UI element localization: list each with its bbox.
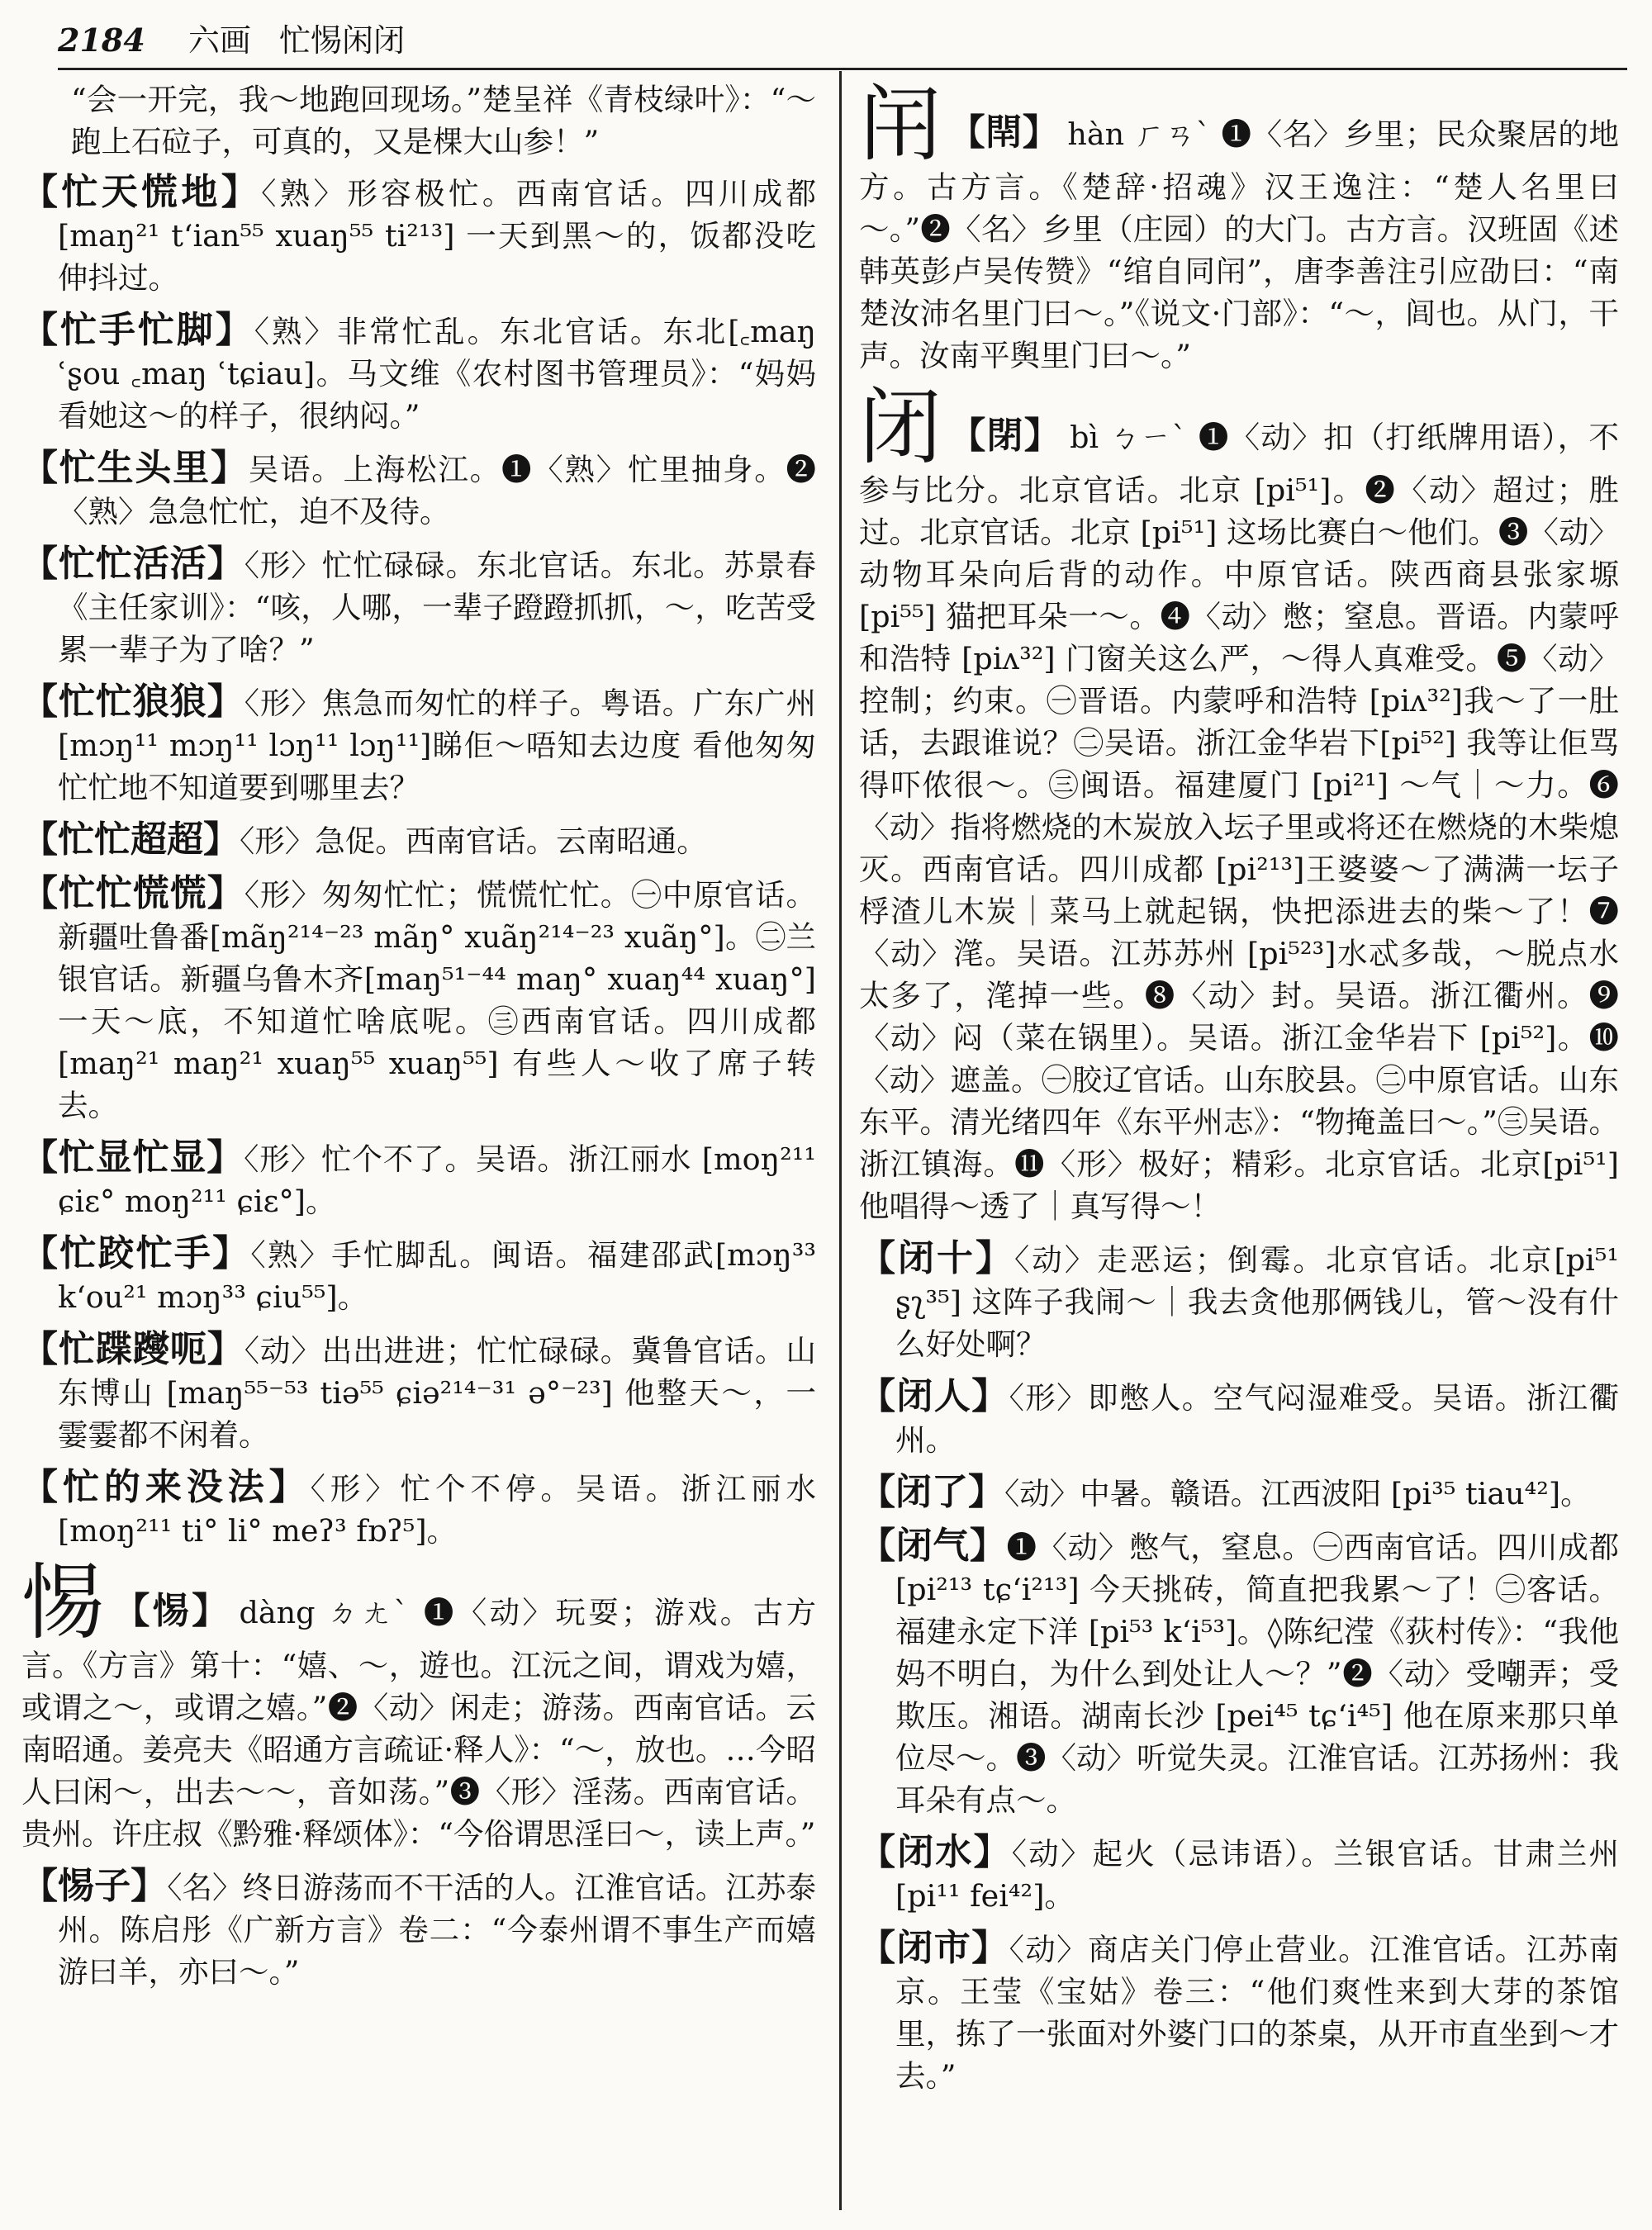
entry-headword: 【忙忙狼狼】 <box>21 681 244 723</box>
entry-definition: 〈形〉匆匆忙忙；慌慌忙忙。㊀中原官话。新疆吐鲁番[mãŋ²¹⁴⁻²³ mãŋ° xuãŋ²¹⁴⁻²³ xuãŋ°]。㊁兰银官话。新疆乌鲁木齐[maŋ⁵¹⁻⁴⁴ maŋ° xuaŋ⁴⁴ xuaŋ°] 一天～底，不知道忙啥底呢。㊂西南官话。四川成都 [maŋ²¹ maŋ²¹ xuaŋ⁵⁵ xuaŋ⁵⁵] 有些人～收了席子转去。 <box>58 877 816 1123</box>
page-chars: 忙惕闲闭 <box>278 22 405 59</box>
dictionary-entry <box>21 818 816 862</box>
char-head-bi <box>859 379 1619 1227</box>
dictionary-entry <box>21 543 816 671</box>
dictionary-entry <box>859 1525 1619 1821</box>
entry-definition: 〈形〉即憋人。空气闷湿难受。吴语。浙江衢州。 <box>895 1380 1619 1458</box>
dictionary-entry <box>21 681 816 809</box>
entry-headword: 【忙手忙脚】 <box>21 309 254 351</box>
entry-definition: 〈形〉忙忙碌碌。东北官话。东北。苏景春《主任家训》：“咳，人哪，一辈子蹬蹬抓抓，～，吃苦受累一辈子为了啥？” <box>58 548 816 667</box>
dictionary-entry <box>21 171 816 299</box>
entry-definition: 〈形〉忙个不了。吴语。浙江丽水 [moŋ²¹¹ ɕiɛ° moŋ²¹¹ ɕiɛ°]。 <box>58 1141 816 1219</box>
char-trad: 【閉】 <box>949 415 1062 457</box>
dictionary-entry <box>21 872 816 1127</box>
dictionary-entry <box>21 1328 816 1456</box>
entry-definition: 〈形〉忙个不停。吴语。浙江丽水 [moŋ²¹¹ ti° li° meʔ³ fɒʔ⁵]。 <box>58 1471 816 1549</box>
entry-headword: 【忙生头里】 <box>21 447 249 489</box>
entry-definition: 〈动〉商店关门停止营业。江淮官话。江苏南京。王莹《宝姑》卷三：“他们爽性来到大芽的茶馆里，拣了一张面对外婆门口的茶桌，从开市直坐到～才去。” <box>895 1932 1619 2094</box>
entry-headword: 【忙蹀躞呃】 <box>21 1328 244 1370</box>
page-number: 2184 <box>58 21 145 59</box>
dictionary-entry <box>859 1831 1619 1917</box>
dictionary-entry <box>21 1136 816 1222</box>
dictionary-entry <box>859 1471 1619 1515</box>
entry-headword: 【惕子】 <box>21 1865 168 1907</box>
entry-definition: 〈名〉终日游荡而不干活的人。江淮官话。江苏泰州。陈启彤《广新方言》卷二：“今泰州谓不事生产而嬉游曰羊，亦曰～。” <box>58 1870 816 1990</box>
entry-definition: 〈熟〉非常忙乱。东北官话。东北[꜀maŋ ʿʂou ꜀maŋ ʿtɕiau]。马文维《农村图书管理员》：“妈妈看她这～的样子，很纳闷。” <box>58 314 816 434</box>
char-glyph: 闬 <box>859 78 942 173</box>
entry-headword: 【闭十】 <box>859 1237 1015 1279</box>
entry-headword: 【忙的来没法】 <box>21 1466 311 1508</box>
entry-headword: 【闭了】 <box>859 1471 1004 1513</box>
dictionary-entry <box>21 1466 816 1552</box>
entry-definition: 吴语。上海松江。❶〈熟〉忙里抽身。❷〈熟〉急急忙忙，迫不及待。 <box>58 452 816 529</box>
entry-definition: 〈动〉中暑。赣语。江西波阳 [pi³⁵ tiau⁴²]。 <box>1004 1476 1591 1511</box>
dictionary-entry <box>859 1375 1619 1461</box>
dictionary-entry <box>21 1865 816 1993</box>
char-trad: 【閈】 <box>948 112 1060 154</box>
entry-headword: 【忙忙慌慌】 <box>21 872 244 914</box>
entry-definition: 〈熟〉形容极忙。西南官话。四川成都[maŋ²¹ tʻian⁵⁵ xuaŋ⁵⁵ ti²¹³] 一天到黑～的，饭都没吃伸抖过。 <box>58 176 816 296</box>
entry-definition: 〈熟〉手忙脚乱。闽语。福建邵武[mɔŋ³³ kʻou²¹ mɔŋ³³ ɕiu⁵⁵]。 <box>58 1237 816 1315</box>
char-definition: dàng ㄉㄤˋ ❶〈动〉玩耍；游戏。古方言。《方言》第十：“嬉、～，遊也。江沅之间，谓戏为嬉，或谓之～，或谓之嬉。”❷〈动〉闲走；游荡。西南官话。云南昭通。姜亮夫《昭通方言疏证·释人》：“～，放也。…今昭人曰闲～，出去～～，音如荡。”❸〈形〉淫荡。西南官话。贵州。许庄叔《黔雅·释颂体》：“今俗谓思淫曰～，读上声。” <box>21 1595 816 1852</box>
char-head-han <box>859 78 1619 377</box>
continuation-text: “会一开完，我～地跑回现场。”楚呈祥《青枝绿叶》：“～跑上石砬子，可真的，又是棵大山参！” <box>71 82 816 159</box>
dictionary-entry <box>859 1237 1619 1365</box>
entry-definition: 〈动〉出出进进；忙忙碌碌。冀鲁官话。山东博山 [maŋ⁵⁵⁻⁵³ tiə⁵⁵ ɕiə²¹⁴⁻³¹ ə°⁻²³] 他整天～，一霎霎都不闲着。 <box>58 1333 816 1453</box>
entry-headword: 【闭人】 <box>859 1375 1009 1417</box>
dictionary-entry <box>21 309 816 437</box>
dictionary-entry <box>21 1232 816 1318</box>
entry-definition: 〈动〉起火（忌讳语）。兰银官话。甘肃兰州 [pi¹¹ fei⁴²]。 <box>895 1836 1619 1914</box>
left-column <box>21 78 816 2222</box>
entry-definition: 〈动〉走恶运；倒霉。北京官话。北京[pi⁵¹ ʂʅ³⁵] 这阵子我闹～｜我去贪他那俩钱儿，管～没有什么好处啊？ <box>895 1242 1619 1362</box>
entry-headword: 【闭水】 <box>859 1831 1012 1873</box>
column-divider <box>839 71 842 2210</box>
section-label: 六画 <box>188 22 251 59</box>
char-head-dang <box>21 1554 816 1855</box>
entry-definition: 〈形〉急促。西南官话。云南昭通。 <box>240 823 707 859</box>
entry-headword: 【忙忙超超】 <box>21 818 240 861</box>
dictionary-entry <box>21 447 816 533</box>
char-trad: 【惕】 <box>113 1590 231 1632</box>
page-header <box>58 15 1611 66</box>
header-rule <box>58 68 1627 70</box>
entry-headword: 【忙显忙显】 <box>21 1136 244 1179</box>
entry-headword: 【忙跤忙手】 <box>21 1232 251 1274</box>
char-glyph: 闭 <box>859 379 943 476</box>
char-definition: hàn ㄏㄢˋ ❶〈名〉乡里；民众聚居的地方。古方言。《楚辞·招魂》汉王逸注：“楚人名里曰～。”❷〈名〉乡里（庄园）的大门。古方言。汉班固《述韩英彭卢吴传赞》“绾自同闬”，唐李善注引应劭曰：“南楚汝沛名里门曰～。”《说文·门部》：“～，闾也。从门，干声。汝南平舆里门曰～。” <box>859 116 1619 373</box>
char-glyph: 惕 <box>21 1554 107 1651</box>
entry-headword: 【闭市】 <box>859 1927 1009 1969</box>
entry-headword: 【忙忙活活】 <box>21 543 244 585</box>
dictionary-entry <box>859 1927 1619 2097</box>
entry-definition: 〈形〉焦急而匆忙的样子。粤语。广东广州 [mɔŋ¹¹ mɔŋ¹¹ lɔŋ¹¹ lɔŋ¹¹]睇佢～唔知去边度 看他匆匆忙忙地不知道要到哪里去？ <box>58 686 816 805</box>
entry-headword: 【忙天慌地】 <box>21 171 262 213</box>
entry-headword: 【闭气】 <box>859 1525 1007 1567</box>
right-column <box>859 78 1619 2222</box>
char-definition: bì ㄅㄧˋ ❶〈动〉扣（打纸牌用语），不参与比分。北京官话。北京 [pi⁵¹]。❷〈动〉超过；胜过。北京官话。北京 [pi⁵¹] 这场比赛白～他们。❸〈动〉动物耳朵向后背的动作。中原官话。陕西商县张家塬 [pi⁵⁵] 猫把耳朵一～。❹〈动〉憋；窒息。晋语。内蒙呼和浩特 [piʌ³²] 门窗关这么严，～得人真难受。❺〈动〉控制；约束。㊀晋语。内蒙呼和浩特 [piʌ³²]我～了一肚话，去跟谁说？㊁吴语。浙江金华岩下[pi⁵²] 我等让佢骂得吓侬很～。㊂闽语。福建厦门 [pi²¹] ～气｜～力。❻〈动〉指将燃烧的木炭放入坛子里或将还在燃烧的木柴熄灭。西南官话。四川成都 [pi²¹³]王婆婆～了满满一坛子桴渣儿木炭｜菜马上就起锅，快把添进去的柴～了！❼〈动〉滗。吴语。江苏苏州 [pi⁵²³]水忒多哉，～脱点水太多了，滗掉一些。❽〈动〉封。吴语。浙江衢州。❾〈动〉闷（菜在锅里）。吴语。浙江金华岩下 [pi⁵²]。❿〈动〉遮盖。㊀胶辽官话。山东胶县。㊁中原官话。山东东平。清光绪四年《东平州志》：“物掩盖曰～。”㊂吴语。浙江镇海。⓫〈形〉极好；精彩。北京官话。北京[pi⁵¹]他唱得～透了｜真写得～！ <box>859 420 1619 1224</box>
entry-definition: ❶〈动〉憋气，窒息。㊀西南官话。四川成都 [pi²¹³ tɕʻi²¹³] 今天挑砖，简直把我累～了！㊁客话。福建永定下洋 [pi⁵³ kʻi⁵³]。◊陈纪滢《荻村传》：“我他妈不明白，为什么到处让人～？”❷〈动〉受嘲弄；受欺压。湘语。湖南长沙 [pei⁴⁵ tɕʻi⁴⁵] 他在原来那只单位尽～。❸〈动〉听觉失灵。江淮官话。江苏扬州：我耳朵有点～。 <box>895 1530 1619 1818</box>
